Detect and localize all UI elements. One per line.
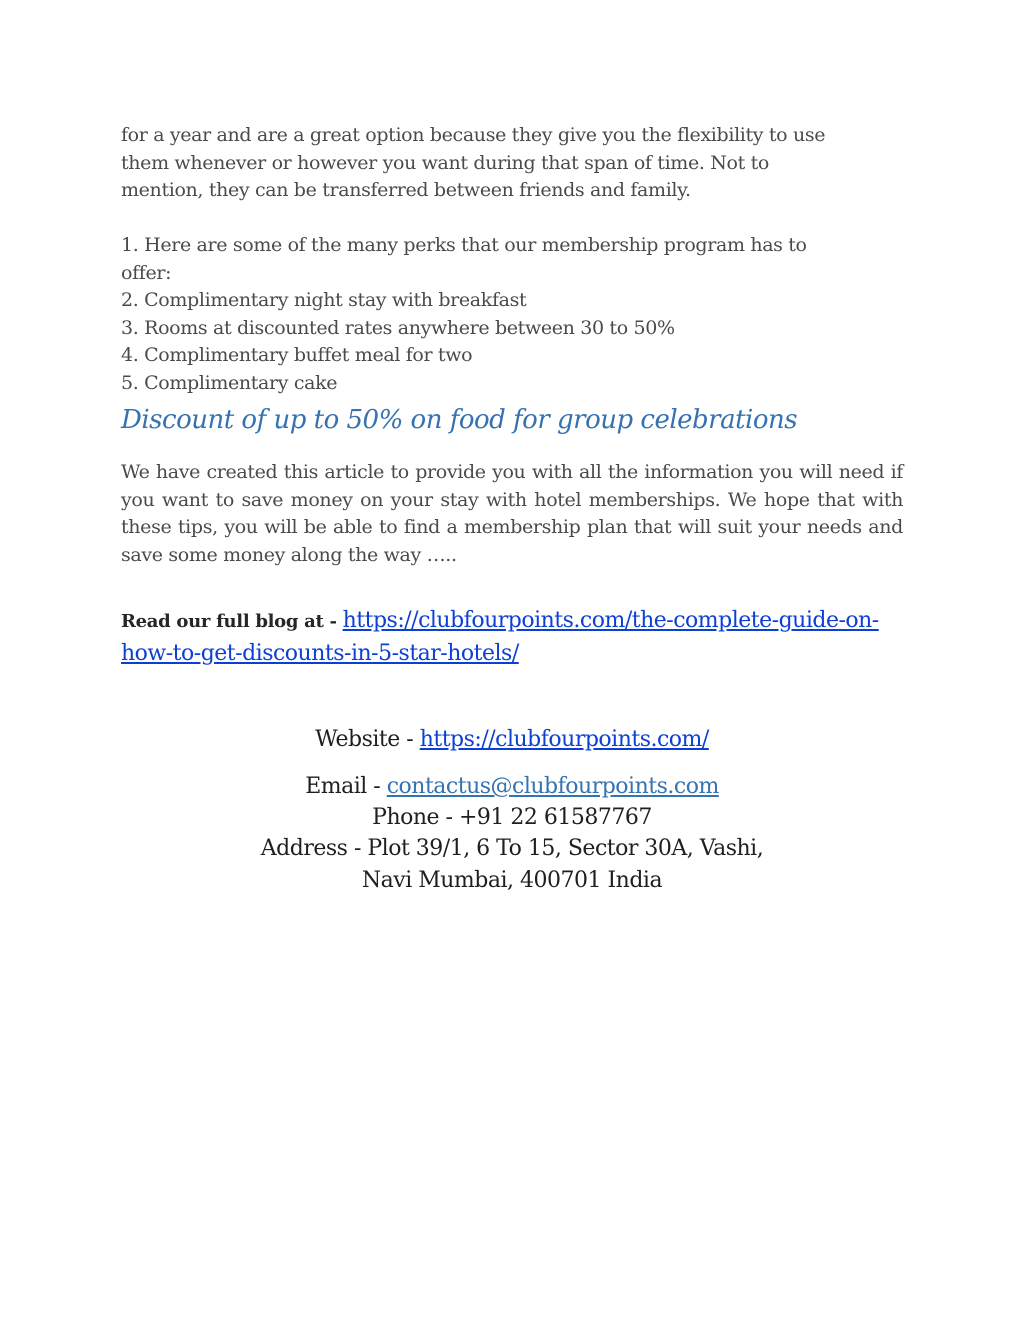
perks-list-item: 1. Here are some of the many perks that our membership program has to [121,234,807,256]
email-line [0,771,1024,802]
summary-paragraph: We have created this article to provide you with all the information you will need if you want to save money on your stay with hotel memberships. We hope that with these tips, you will be able to find a membership plan that will suit your needs and save some money along the way ….. [121,461,903,566]
blog-reference [121,605,911,671]
email-link[interactable]: contactus@clubfourpoints.com [386,774,719,799]
perks-list-item: 3. Rooms at discounted rates anywhere between 30 to 50% [121,316,675,339]
phone-line: Phone - +91 22 61587767 [372,805,652,830]
perks-list-item: 5. Complimentary cake [121,371,338,394]
perks-list-item: 2. Complimentary night stay with breakfast [121,289,527,311]
address-line: Navi Mumbai, 400701 India [361,868,663,893]
perks-list [121,232,881,397]
blog-link[interactable]: https://clubfourpoints.com/the-complete-guide-on-how-to-get-discounts-in-5-star-hotels/ [121,608,879,666]
website-link[interactable]: https://clubfourpoints.com/ [419,727,709,752]
intro-line: for a year and are a great option because they give you the flexibility to use [121,124,826,146]
email-label: Email - [305,774,387,799]
perks-list-item: offer: [121,261,172,284]
address-line: Address - Plot 39/1, 6 To 15, Sector 30A, Vashi, [260,836,764,861]
blog-label: Read our full blog at - [121,611,343,632]
perks-list-item: 4. Complimentary buffet meal for two [121,344,473,366]
intro-line: them whenever or however you want during that span of time. Not to [121,151,769,174]
website-label: Website - [315,727,420,752]
intro-line: mention, they can be transferred between friends and family. [121,179,691,201]
section-heading: Discount of up to 50% on food for group celebrations [121,405,798,435]
intro-paragraph [121,122,881,205]
website-line [0,724,1024,755]
